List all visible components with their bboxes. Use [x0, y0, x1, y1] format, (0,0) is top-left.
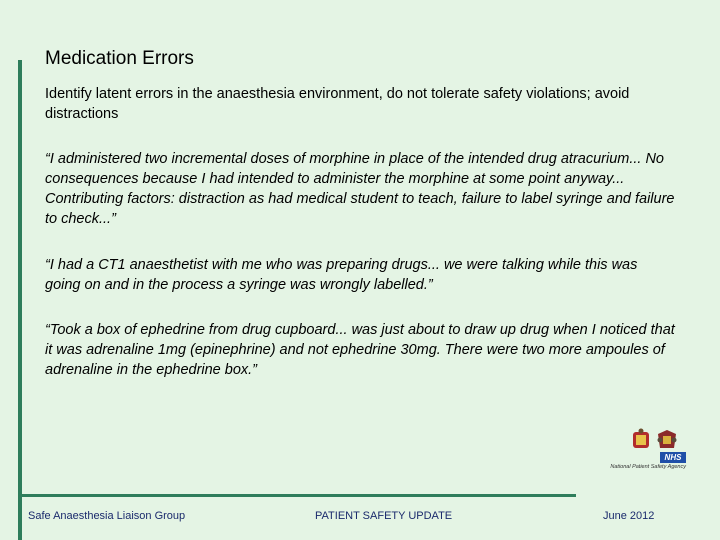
quote-morphine: “I administered two incremental doses of morphine in place of the intended drug atracurium... No consequences because I had intended to administer the morphine at some point anyway... Contributing factors: distraction as had medical student to teach, failure to label syringe and failure to check...” [45, 151, 675, 227]
crest-icon-2 [656, 428, 678, 450]
npsa-label: National Patient Safety Agency [610, 464, 686, 470]
quote-syringe-label: “I had a CT1 anaesthetist with me who was preparing drugs... we were talking while this was going on and in the process a syringe was wrongly labelled.” [45, 257, 638, 293]
bottom-accent-rule [22, 494, 576, 497]
footer-title: PATIENT SAFETY UPDATE [315, 510, 453, 522]
crest-icon-1 [630, 428, 652, 450]
footer-organisation: Safe Anaesthesia Liaison Group [28, 510, 186, 522]
slide-title: Medication Errors [45, 48, 194, 69]
nhs-logo: NHS [660, 452, 686, 463]
slide-subtitle: Identify latent errors in the anaesthesia environment, do not tolerate safety violations; avoid distractions [45, 86, 630, 122]
footer-date: June 2012 [603, 510, 655, 522]
quote-ephedrine: “Took a box of ephedrine from drug cupboard... was just about to draw up drug when I noticed that it was adrenaline 1mg (epinephrine) and not ephedrine 30mg. There were two more ampoules of adrenaline in the ephedrine box.” [45, 322, 675, 378]
left-accent-rule [18, 60, 22, 540]
